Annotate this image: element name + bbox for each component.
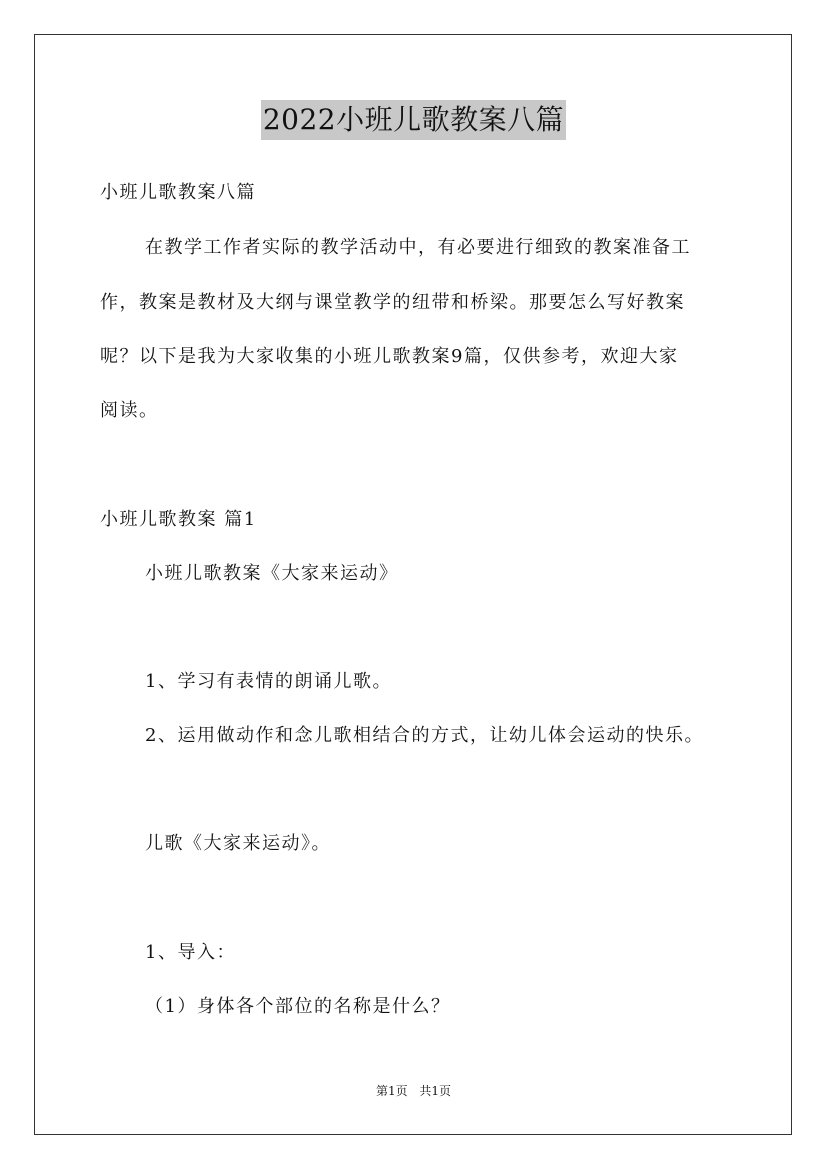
page-number: 第1页	[375, 1084, 408, 1098]
page-title: 2022小班儿歌教案八篇	[261, 100, 566, 140]
intro-line-3: 呢？以下是我为大家收集的小班儿歌教案9篇，仅供参考，欢迎大家	[100, 346, 679, 367]
intro-line-1: 在教学工作者实际的教学活动中，有必要进行细致的教案准备工	[145, 237, 691, 258]
intro-line-2: 作，教案是教材及大纲与课堂教学的纽带和桥梁。那要怎么写好教案	[100, 292, 685, 313]
section-heading: 小班儿歌教案 篇1	[100, 509, 257, 530]
material-line: 儿歌《大家来运动》。	[145, 833, 331, 854]
page-total: 共1页	[419, 1084, 452, 1098]
goal-item-2: 2、运用做动作和念儿歌相结合的方式，让幼儿体会运动的快乐。	[145, 725, 704, 746]
page-footer	[0, 1083, 827, 1099]
intro-line-4: 阅读。	[100, 400, 159, 421]
lesson-title: 小班儿歌教案《大家来运动》	[145, 563, 399, 584]
step-heading: 1、导入：	[145, 942, 236, 963]
goal-item-1: 1、学习有表情的朗诵儿歌。	[145, 671, 392, 692]
subtitle: 小班儿歌教案八篇	[100, 182, 256, 203]
title-container	[0, 100, 827, 140]
step-question: （1）身体各个部位的名称是什么？	[145, 996, 451, 1017]
